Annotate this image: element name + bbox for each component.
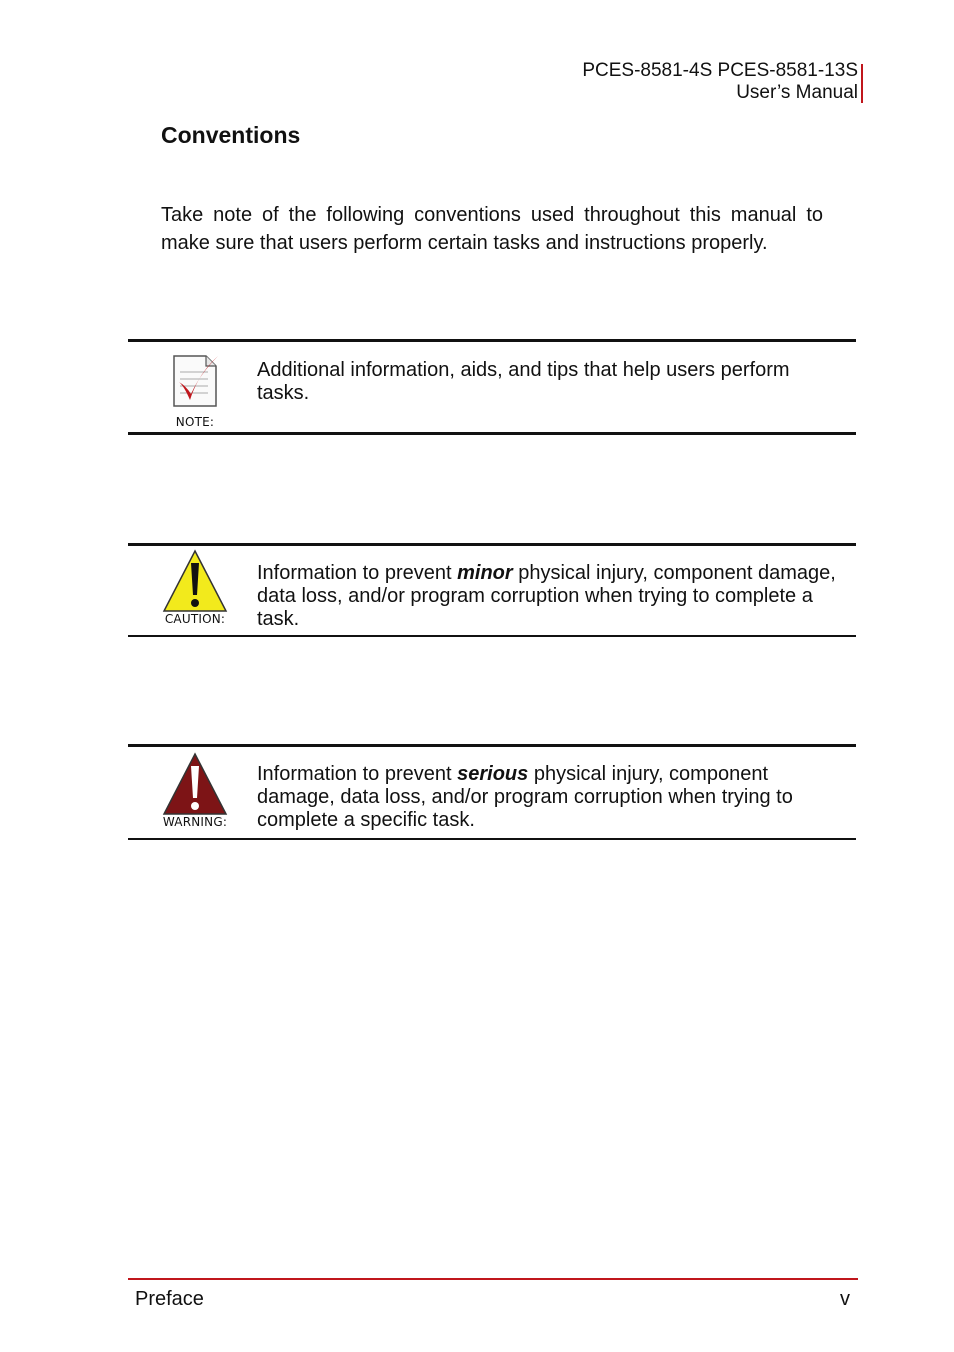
caution-emphasis: minor	[457, 562, 513, 584]
caution-text-after: physical injury, component damage, data loss, and/or program corruption when trying to complete a task.	[257, 562, 836, 630]
caution-icon-wrap	[158, 549, 232, 626]
note-text: Additional information, aids, and tips that help users perform tasks.	[257, 359, 790, 404]
warning-triangle-icon	[162, 752, 228, 816]
footer-rule	[128, 1278, 858, 1280]
warning-label: WARNING:	[162, 815, 228, 829]
warning-icon-wrap	[158, 752, 232, 829]
warning-text	[257, 763, 842, 832]
page-header	[582, 60, 858, 104]
note-icon-wrap	[158, 350, 232, 429]
caution-text-before: Information to prevent	[257, 562, 458, 584]
warning-text-after: physical injury, component damage, data loss, and/or program corruption when trying to complete a specific task.	[257, 763, 793, 831]
warning-text-before: Information to prevent	[257, 763, 458, 785]
header-accent-bar	[861, 64, 863, 103]
warning-box	[128, 744, 856, 840]
intro-paragraph: Take note of the following conventions used throughout this manual to make sure that users perform certain tasks and instructions properly.	[161, 204, 823, 254]
warning-emphasis: serious	[457, 763, 529, 785]
page-number: v	[840, 1288, 850, 1310]
note-box	[128, 339, 856, 435]
caution-label: CAUTION:	[164, 612, 226, 626]
note-label: NOTE:	[175, 415, 215, 429]
caution-text	[257, 562, 842, 631]
caution-triangle-icon	[162, 549, 228, 613]
checklist-icon	[170, 350, 220, 408]
caution-box	[128, 543, 856, 637]
section-title: Conventions	[161, 122, 301, 148]
footer-section: Preface	[135, 1288, 204, 1310]
product-name: PCES-8581-4S PCES-8581-13S	[582, 60, 858, 81]
manual-title: User’s Manual	[736, 82, 858, 103]
